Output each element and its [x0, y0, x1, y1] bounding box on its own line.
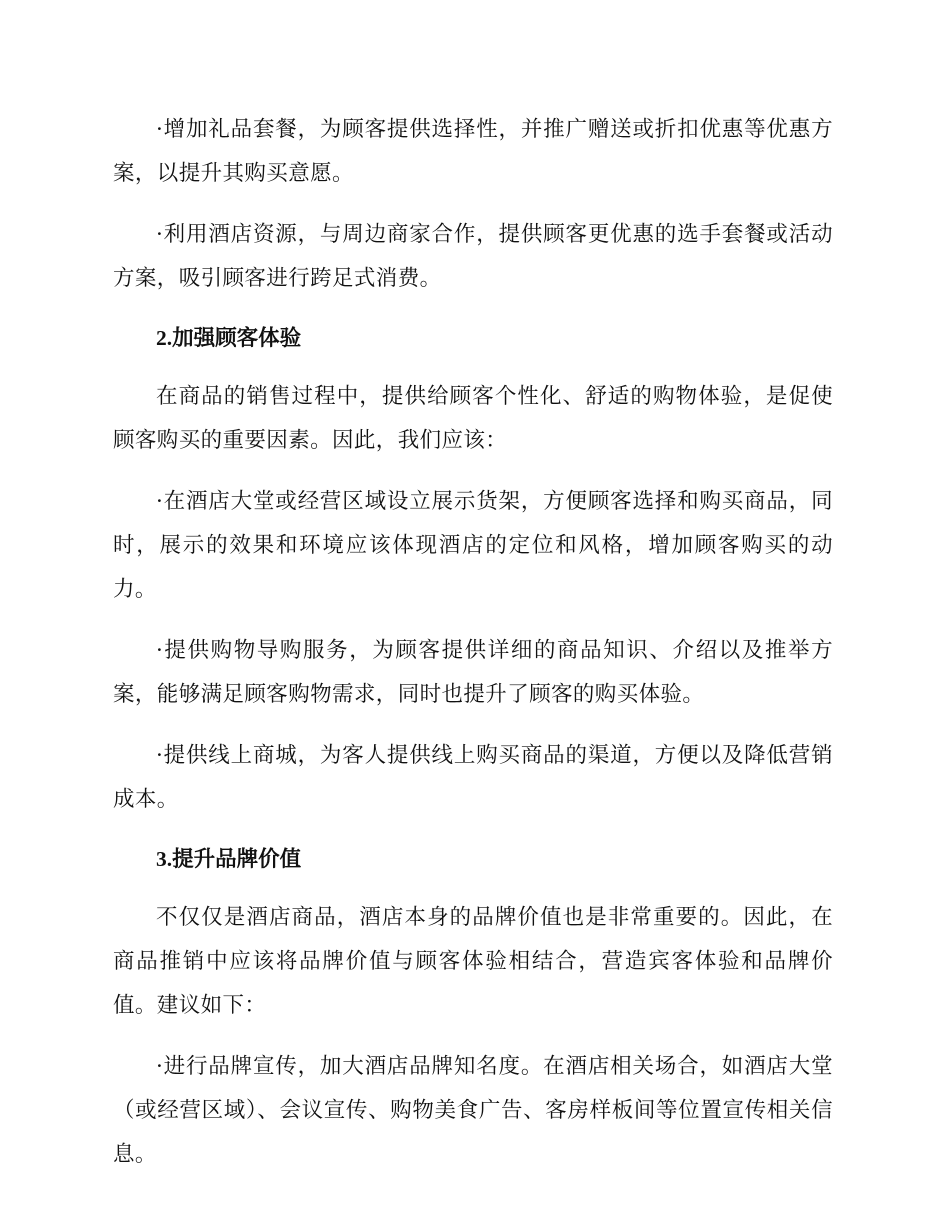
paragraph-brand-intro: 不仅仅是酒店商品，酒店本身的品牌价值也是非常重要的。因此，在商品推销中应该将品牌价值与顾客体验相结合，营造宾客体验和品牌价值。建议如下： [113, 905, 833, 1018]
paragraph-gift-package: ·增加礼品套餐，为顾客提供选择性，并推广赠送或折扣优惠等优惠方案，以提升其购买意愿。 [113, 117, 833, 186]
paragraph-brand-promotion: ·进行品牌宣传，加大酒店品牌知名度。在酒店相关场合，如酒店大堂（或经营区域）、会议宣传、购物美食广告、客房样板间等位置宣传相关信息。 [113, 1054, 833, 1167]
document-body [113, 108, 833, 1194]
section-heading-brand-value [113, 839, 833, 880]
paragraph-online-mall: ·提供线上商城，为客人提供线上购买商品的渠道，方便以及降低营销成本。 [113, 743, 833, 812]
paragraph-display-shelves: ·在酒店大堂或经营区域设立展示货架，方便顾客选择和购买商品，同时，展示的效果和环境应该体现酒店的定位和风格，增加顾客购买的动力。 [113, 489, 833, 602]
paragraph-shopping-guide: ·提供购物导购服务，为顾客提供详细的商品知识、介绍以及推举方案，能够满足顾客购物需求，同时也提升了顾客的购买体验。 [113, 638, 833, 707]
paragraph-experience-intro: 在商品的销售过程中，提供给顾客个性化、舒适的购物体验，是促使顾客购买的重要因素。因此，我们应该： [113, 384, 833, 453]
section-heading-number: 2. [156, 326, 173, 350]
section-heading-text: 提升品牌价值 [172, 847, 302, 872]
section-heading-text: 加强顾客体验 [172, 326, 302, 351]
section-heading-customer-experience [113, 318, 833, 359]
section-heading-number: 3. [156, 847, 173, 871]
paragraph-hotel-resources: ·利用酒店资源，与周边商家合作，提供顾客更优惠的选手套餐或活动方案，吸引顾客进行跨足式消费。 [113, 222, 833, 291]
